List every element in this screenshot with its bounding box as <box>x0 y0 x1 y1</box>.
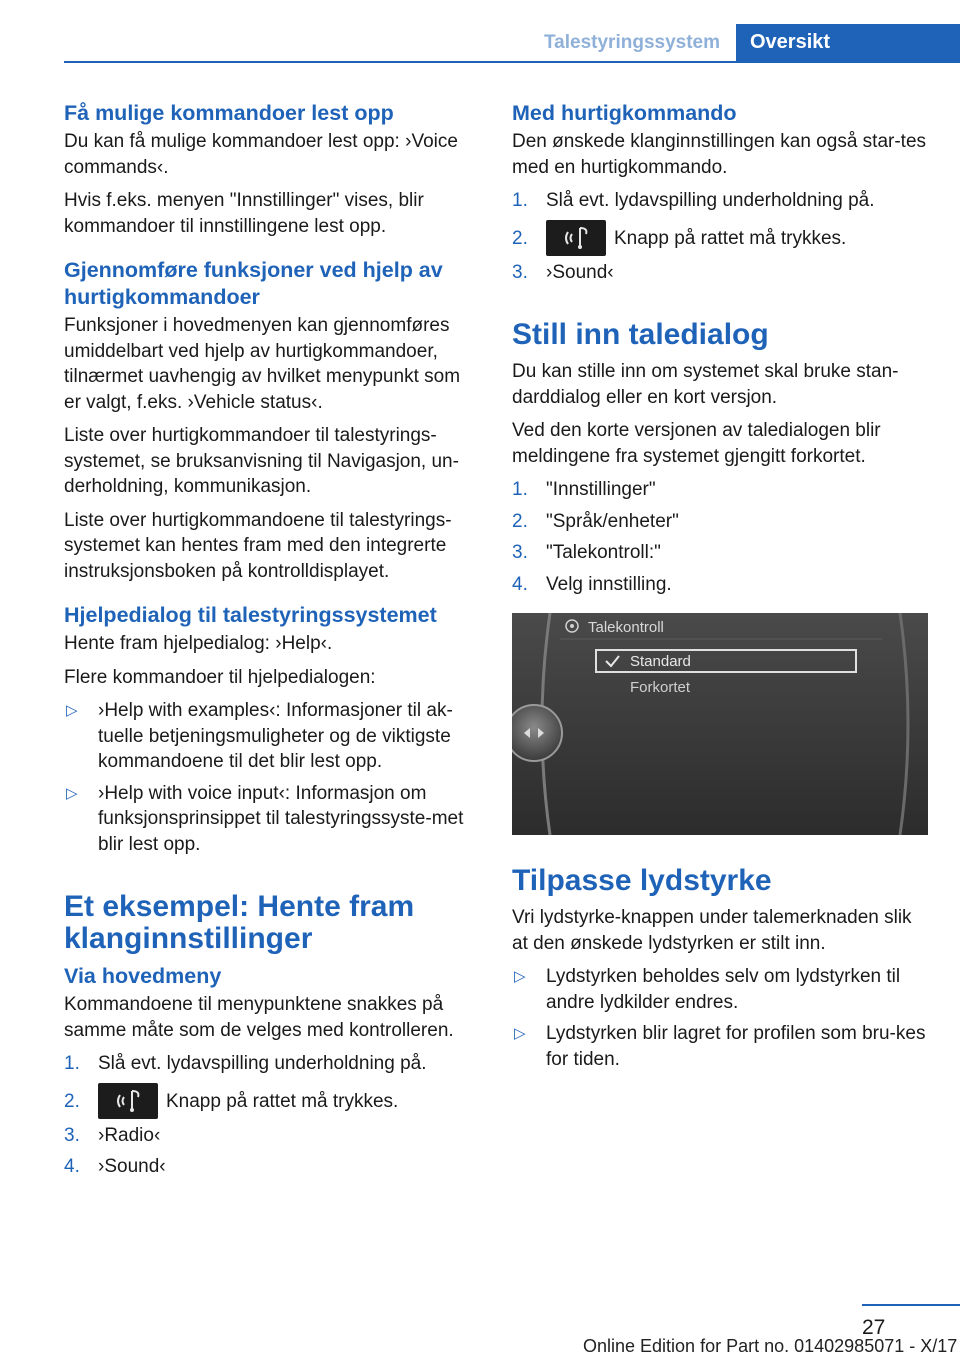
paragraph: Flere kommandoer til hjelpedialogen: <box>64 666 376 688</box>
bullet-icon: ▷ <box>514 968 526 985</box>
paragraph: Kommandoene til menypunktene snakkes på samme måte som de velges med kontrolleren. <box>64 994 454 1041</box>
option-forkortet: Forkortet <box>630 679 691 696</box>
paragraph: Du kan stille inn om systemet skal bruke stan-darddialog eller en kort versjon. <box>512 361 899 408</box>
edition-note: Online Edition for Part no. 01402985071 - X/17 <box>583 1336 958 1356</box>
page-number: 27 <box>862 1316 886 1339</box>
header-rule <box>64 61 960 63</box>
paragraph: Liste over hurtigkommandoer til talestyrings-systemet, se bruksanvisning til Navigasjon, un-derholdning, kommunikasjon. <box>64 425 459 497</box>
screen-title: Talekontroll <box>588 619 664 636</box>
bullet-icon: ▷ <box>66 784 78 802</box>
list-item: 1. Slå evt. lydavspilling underholdning på. <box>512 190 875 211</box>
shortcut-steps <box>512 188 930 285</box>
heading-read-commands: Få mulige kommandoer lest opp <box>64 101 394 125</box>
heading-via-main-menu: Via hovedmeny <box>64 964 222 988</box>
list-item: 2. Knapp på rattet må trykkes. <box>64 1083 482 1121</box>
help-bullet-list <box>64 698 482 857</box>
list-item: ▷ Lydstyrken beholdes selv om lydstyrken til andre lydkilder endres. <box>514 966 901 1013</box>
volume-bullet-list <box>512 964 930 1072</box>
paragraph: Den ønskede klanginnstillingen kan også star-tes med en hurtigkommando. <box>512 131 927 178</box>
list-item: 3. ›Sound‹ <box>512 261 614 283</box>
heading-shortcut: Med hurtigkommando <box>512 101 737 125</box>
voice-command-icon <box>546 220 606 256</box>
list-item: ▷ ›Help with voice input‹: Informasjon om funksjonsprinsippet til talestyringssyste-met blir lest opp. <box>66 782 464 855</box>
paragraph: Ved den korte versjonen av taledialogen blir meldingene fra systemet gjengitt forkortet. <box>512 420 881 467</box>
controller-knob-icon <box>512 705 562 761</box>
list-item: 2. "Språk/enheter" <box>512 510 679 532</box>
section-label: Talestyringssystem <box>543 32 720 53</box>
control-display-screenshot <box>512 613 928 835</box>
list-item: 4. Velg innstilling. <box>512 573 672 595</box>
paragraph: Funksjoner i hovedmenyen kan gjennomføres umiddelbart ved hjelp av hurtigkommandoer, tilnærmet uavhengig av hvilket menypunkt som er valgt, f.eks. ›Vehicle status‹. <box>64 315 461 413</box>
tab-oversikt: Oversikt <box>736 24 960 61</box>
paragraph: Hente fram hjelpedialog: ›Help‹. <box>64 633 333 654</box>
list-item: 3. "Talekontroll:" <box>512 542 661 563</box>
right-column <box>512 100 930 1080</box>
list-item: 2. Knapp på rattet må trykkes. <box>512 220 930 258</box>
list-item: 1. Slå evt. lydavspilling underholdning på. <box>64 1053 427 1074</box>
heading-shortcut-commands: Gjennomføre funksjoner ved hjelp av hurtigkommandoer <box>64 258 443 309</box>
main-menu-steps <box>64 1051 482 1180</box>
list-item: 3. ›Radio‹ <box>64 1124 161 1146</box>
list-item: ▷ ›Help with examples‹: Informasjoner til ak-tuelle betjeningsmuligheter og de viktigste kommandoene til det blir lest opp. <box>66 700 453 772</box>
list-item: 1. "Innstillinger" <box>512 479 656 500</box>
heading-voice-dialog: Still inn taledialog <box>512 318 769 351</box>
left-column <box>64 100 482 1188</box>
paragraph: Liste over hurtigkommandoene til talestyrings-systemet kan hentes fram med den integrerte instruksjonsboken på kontrolldisplayet. <box>64 509 452 582</box>
screen-graphic <box>512 613 928 835</box>
heading-volume: Tilpasse lydstyrke <box>512 864 772 897</box>
bullet-icon: ▷ <box>514 1025 526 1042</box>
option-standard: Standard <box>630 653 691 670</box>
voice-command-icon <box>98 1083 158 1119</box>
paragraph: Hvis f.eks. menyen "Innstillinger" vises, blir kommandoer til innstillingene lest opp. <box>64 190 424 237</box>
footer-rule <box>862 1304 960 1306</box>
list-item: ▷ Lydstyrken blir lagret for profilen som bru-kes for tiden. <box>514 1023 926 1070</box>
paragraph: Vri lydstyrke-knappen under talemerknaden slik at den ønskede lydstyrken er stilt inn. <box>512 907 912 954</box>
list-item: 4. ›Sound‹ <box>64 1156 166 1177</box>
page-header <box>64 24 960 62</box>
heading-help-dialog: Hjelpedialog til talestyringssystemet <box>64 603 437 627</box>
heading-example: Et eksempel: Hente fram klanginnstillinger <box>64 890 415 955</box>
paragraph: Du kan få mulige kommandoer lest opp: ›Voice commands‹. <box>64 131 458 178</box>
voice-dialog-steps <box>512 477 930 597</box>
bullet-icon: ▷ <box>66 702 78 719</box>
